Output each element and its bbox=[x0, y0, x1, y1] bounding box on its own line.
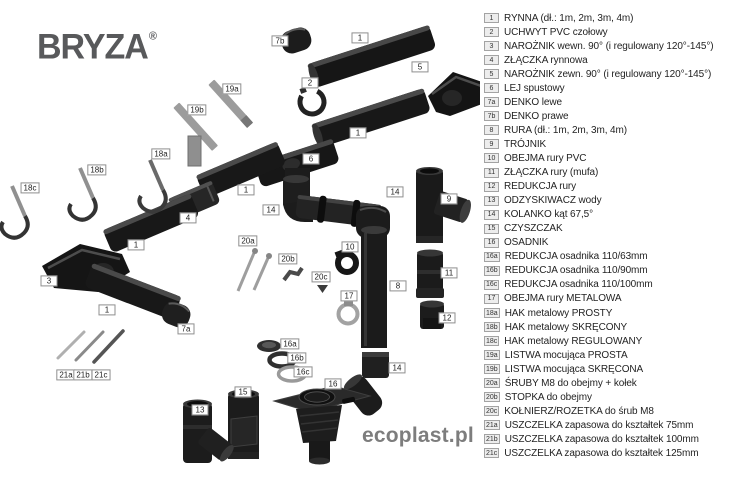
parts-legend bbox=[484, 11, 748, 461]
legend-item-14 bbox=[484, 208, 748, 222]
legend-item-label: USZCZELKA zapasowa do kształtek 75mm bbox=[504, 419, 694, 431]
legend-item-number: 21a bbox=[486, 421, 498, 429]
legend-item-label: HAK metalowy REGULOWANY bbox=[504, 335, 643, 347]
part-label-20a: 20a bbox=[238, 235, 257, 246]
part-21-gaskets-shape bbox=[58, 331, 123, 362]
legend-item-label: DENKO lewe bbox=[504, 96, 562, 108]
legend-item-18b bbox=[484, 320, 748, 334]
part-7b-end-cap-shape bbox=[278, 25, 314, 56]
part-label-1: 1 bbox=[352, 32, 369, 43]
legend-item-label: ODZYSKIWACZ wody bbox=[504, 195, 602, 207]
legend-item-number: 17 bbox=[484, 294, 499, 304]
legend-item-label: KOŁNIERZ/ROZETKA do śrub M8 bbox=[504, 405, 654, 417]
legend-item-number: 16b bbox=[486, 267, 498, 275]
legend-item-21b bbox=[484, 432, 748, 446]
legend-item-label: REDUKCJA osadnika 110/100mm bbox=[504, 279, 653, 291]
legend-item-number: 7a bbox=[484, 97, 499, 107]
part-label-13: 13 bbox=[192, 404, 209, 415]
part-16b-reducer-ring-shape bbox=[270, 354, 295, 367]
legend-item-label: RYNNA (dł.: 1m, 2m, 3m, 4m) bbox=[504, 12, 634, 24]
part-18c-metal-hook-shape bbox=[1, 186, 27, 238]
legend-item-number: 1 bbox=[484, 13, 499, 23]
legend-item-number: 19a bbox=[486, 351, 498, 359]
part-label-6: 6 bbox=[303, 153, 320, 164]
part-label-15: 15 bbox=[235, 386, 252, 397]
legend-item-label: USZCZELKA zapasowa do kształtek 100mm bbox=[504, 433, 699, 445]
legend-item-13 bbox=[484, 194, 748, 208]
part-label-4: 4 bbox=[180, 212, 197, 223]
legend-item-number: 16c bbox=[486, 281, 498, 289]
part-label-16a: 16a bbox=[280, 338, 299, 349]
part-label-16: 16 bbox=[325, 378, 342, 389]
legend-item-label: REDUKCJA rury bbox=[504, 181, 577, 193]
legend-item-label: USZCZELKA zapasowa do kształtek 125mm bbox=[504, 447, 699, 459]
part-label-20b: 20b bbox=[278, 253, 297, 264]
part-label-10: 10 bbox=[342, 241, 359, 252]
legend-item-3 bbox=[484, 39, 748, 53]
part-19a-mounting-strip-shape bbox=[208, 80, 253, 128]
part-5-outer-corner-shape bbox=[428, 72, 480, 116]
legend-item-number: 16a bbox=[486, 253, 498, 261]
legend-item-9 bbox=[484, 137, 748, 151]
legend-item-number: 3 bbox=[484, 41, 499, 51]
part-17-metal-clamp-shape bbox=[339, 300, 358, 324]
part-label-1: 1 bbox=[99, 304, 116, 315]
legend-item-number: 2 bbox=[484, 27, 499, 37]
legend-item-label: DENKO prawe bbox=[504, 110, 569, 122]
legend-item-12 bbox=[484, 180, 748, 194]
legend-item-number: 11 bbox=[484, 168, 499, 178]
legend-item-10 bbox=[484, 151, 748, 165]
legend-item-label: KOLANKO kąt 67,5° bbox=[504, 209, 594, 221]
part-label-12: 12 bbox=[439, 312, 456, 323]
part-20c-rosette-shape bbox=[317, 285, 328, 293]
legend-item-7a bbox=[484, 95, 748, 109]
part-label-1: 1 bbox=[350, 127, 367, 138]
legend-item-number: 5 bbox=[484, 69, 499, 79]
legend-item-1 bbox=[484, 11, 748, 25]
legend-item-11 bbox=[484, 166, 748, 180]
part-label-7a: 7a bbox=[178, 323, 195, 334]
legend-item-number: 20a bbox=[486, 379, 498, 387]
part-20b-clamp-foot-shape bbox=[284, 268, 302, 280]
legend-item-21a bbox=[484, 418, 748, 432]
part-label-7b: 7b bbox=[272, 35, 289, 46]
part-label-16b: 16b bbox=[287, 352, 306, 363]
legend-item-number: 21c bbox=[486, 449, 498, 457]
part-label-21c: 21c bbox=[92, 369, 111, 380]
legend-item-8 bbox=[484, 123, 748, 137]
legend-item-number: 7b bbox=[484, 111, 499, 121]
part-2-bracket-shape bbox=[296, 86, 328, 118]
legend-item-21c bbox=[484, 446, 748, 460]
part-label-18a: 18a bbox=[151, 148, 170, 159]
legend-item-number: 4 bbox=[484, 55, 499, 65]
part-label-18b: 18b bbox=[87, 164, 106, 175]
legend-item-18c bbox=[484, 334, 748, 348]
part-label-20c: 20c bbox=[312, 271, 331, 282]
legend-item-label: NAROŻNIK zewn. 90° (i regulowany 120°-145°) bbox=[504, 68, 712, 80]
part-18a-metal-hook-shape bbox=[139, 160, 165, 212]
part-label-21b: 21b bbox=[73, 369, 92, 380]
part-label-19a: 19a bbox=[222, 83, 241, 94]
part-label-11: 11 bbox=[441, 267, 458, 278]
legend-item-number: 15 bbox=[484, 224, 499, 234]
part-label-17: 17 bbox=[341, 290, 358, 301]
legend-item-20b bbox=[484, 390, 748, 404]
part-label-14: 14 bbox=[263, 204, 280, 215]
legend-item-label: TRÓJNIK bbox=[504, 138, 547, 150]
part-19b-mounting-strip-shape bbox=[173, 103, 218, 166]
legend-item-number: 19b bbox=[486, 365, 498, 373]
part-18b-metal-hook-shape bbox=[69, 168, 95, 220]
part-16-sediment-trap-shape bbox=[274, 386, 370, 465]
legend-item-label: ZŁĄCZKA rynnowa bbox=[504, 54, 588, 66]
part-8-downpipe-shape bbox=[361, 226, 387, 348]
legend-item-16b bbox=[484, 264, 748, 278]
legend-item-7b bbox=[484, 109, 748, 123]
part-16a-reducer-ring-shape bbox=[257, 340, 281, 352]
part-label-8: 8 bbox=[390, 280, 407, 291]
legend-item-6 bbox=[484, 81, 748, 95]
legend-item-number: 20b bbox=[486, 393, 498, 401]
legend-item-label: NAROŻNIK wewn. 90° (i regulowany 120°-145°) bbox=[504, 40, 714, 52]
legend-item-17 bbox=[484, 292, 748, 306]
legend-item-label: OSADNIK bbox=[504, 237, 549, 249]
legend-item-number: 10 bbox=[484, 153, 499, 163]
part-20a-screws-shape bbox=[238, 248, 272, 291]
part-label-18c: 18c bbox=[21, 182, 40, 193]
part-label-9: 9 bbox=[441, 193, 458, 204]
part-label-5: 5 bbox=[412, 61, 429, 72]
part-label-1: 1 bbox=[128, 239, 145, 250]
part-1-gutter-shape bbox=[306, 25, 436, 89]
legend-item-5 bbox=[484, 67, 748, 81]
legend-item-label: HAK metalowy SKRĘCONY bbox=[504, 321, 628, 333]
legend-item-label: LISTWA mocująca PROSTA bbox=[504, 349, 628, 361]
part-12-pipe-reducer-shape bbox=[420, 301, 444, 330]
legend-item-number: 6 bbox=[484, 83, 499, 93]
legend-item-number: 13 bbox=[484, 196, 499, 206]
legend-item-label: LISTWA mocująca SKRĘCONA bbox=[504, 363, 644, 375]
legend-item-number: 20c bbox=[486, 407, 498, 415]
legend-item-20a bbox=[484, 376, 748, 390]
legend-item-label: OBEJMA rury METALOWA bbox=[504, 293, 622, 305]
legend-item-label: STOPKA do obejmy bbox=[504, 391, 592, 403]
legend-item-label: ZŁĄCZKA rury (mufa) bbox=[504, 167, 599, 179]
legend-item-label: REDUKCJA osadnika 110/63mm bbox=[504, 251, 648, 263]
legend-item-label: LEJ spustowy bbox=[504, 82, 565, 94]
legend-item-18a bbox=[484, 306, 748, 320]
legend-item-number: 12 bbox=[484, 182, 499, 192]
legend-item-label: ŚRUBY M8 do obejmy + kołek bbox=[504, 377, 637, 389]
legend-item-label: CZYSZCZAK bbox=[504, 223, 563, 235]
website-text: ecoplast.pl bbox=[362, 424, 474, 447]
legend-item-16a bbox=[484, 250, 748, 264]
legend-item-number: 16 bbox=[484, 238, 499, 248]
legend-item-19a bbox=[484, 348, 748, 362]
part-10-pvc-clamp-shape bbox=[335, 249, 356, 272]
part-label-14: 14 bbox=[387, 186, 404, 197]
part-11-pipe-coupler-shape bbox=[416, 250, 444, 299]
part-label-3: 3 bbox=[41, 275, 58, 286]
legend-item-number: 9 bbox=[484, 139, 499, 149]
part-14-elbow-shape bbox=[341, 352, 389, 419]
legend-item-20c bbox=[484, 404, 748, 418]
legend-item-number: 14 bbox=[484, 210, 499, 220]
part-label-1: 1 bbox=[238, 184, 255, 195]
legend-item-16c bbox=[484, 278, 748, 292]
part-label-14: 14 bbox=[389, 362, 406, 373]
part-1-gutter-shape bbox=[103, 193, 200, 253]
part-label-16c: 16c bbox=[294, 366, 313, 377]
legend-item-15 bbox=[484, 222, 748, 236]
legend-item-number: 21b bbox=[486, 435, 498, 443]
legend-item-label: UCHWYT PVC czołowy bbox=[504, 26, 608, 38]
legend-item-label: RURA (dł.: 1m, 2m, 3m, 4m) bbox=[504, 124, 627, 136]
legend-item-19b bbox=[484, 362, 748, 376]
part-16c-reducer-ring-shape bbox=[279, 367, 306, 381]
legend-item-number: 18b bbox=[486, 323, 498, 331]
legend-item-number: 18c bbox=[486, 337, 498, 345]
legend-item-16 bbox=[484, 236, 748, 250]
legend-item-label: REDUKCJA osadnika 110/90mm bbox=[504, 265, 648, 277]
part-label-2: 2 bbox=[302, 77, 319, 88]
part-label-21a: 21a bbox=[56, 369, 75, 380]
legend-item-4 bbox=[484, 53, 748, 67]
registered-trademark-symbol: ® bbox=[148, 30, 157, 43]
part-9-tee-shape bbox=[416, 167, 473, 243]
legend-item-label: HAK metalowy PROSTY bbox=[504, 307, 613, 319]
brand-name: BRYZA bbox=[37, 27, 148, 67]
part-label-19b: 19b bbox=[187, 104, 206, 115]
legend-item-label: OBEJMA rury PVC bbox=[504, 152, 587, 164]
legend-item-number: 18a bbox=[486, 309, 498, 317]
part-1-gutter-shape bbox=[310, 88, 431, 149]
legend-item-2 bbox=[484, 25, 748, 39]
legend-item-number: 8 bbox=[484, 125, 499, 135]
